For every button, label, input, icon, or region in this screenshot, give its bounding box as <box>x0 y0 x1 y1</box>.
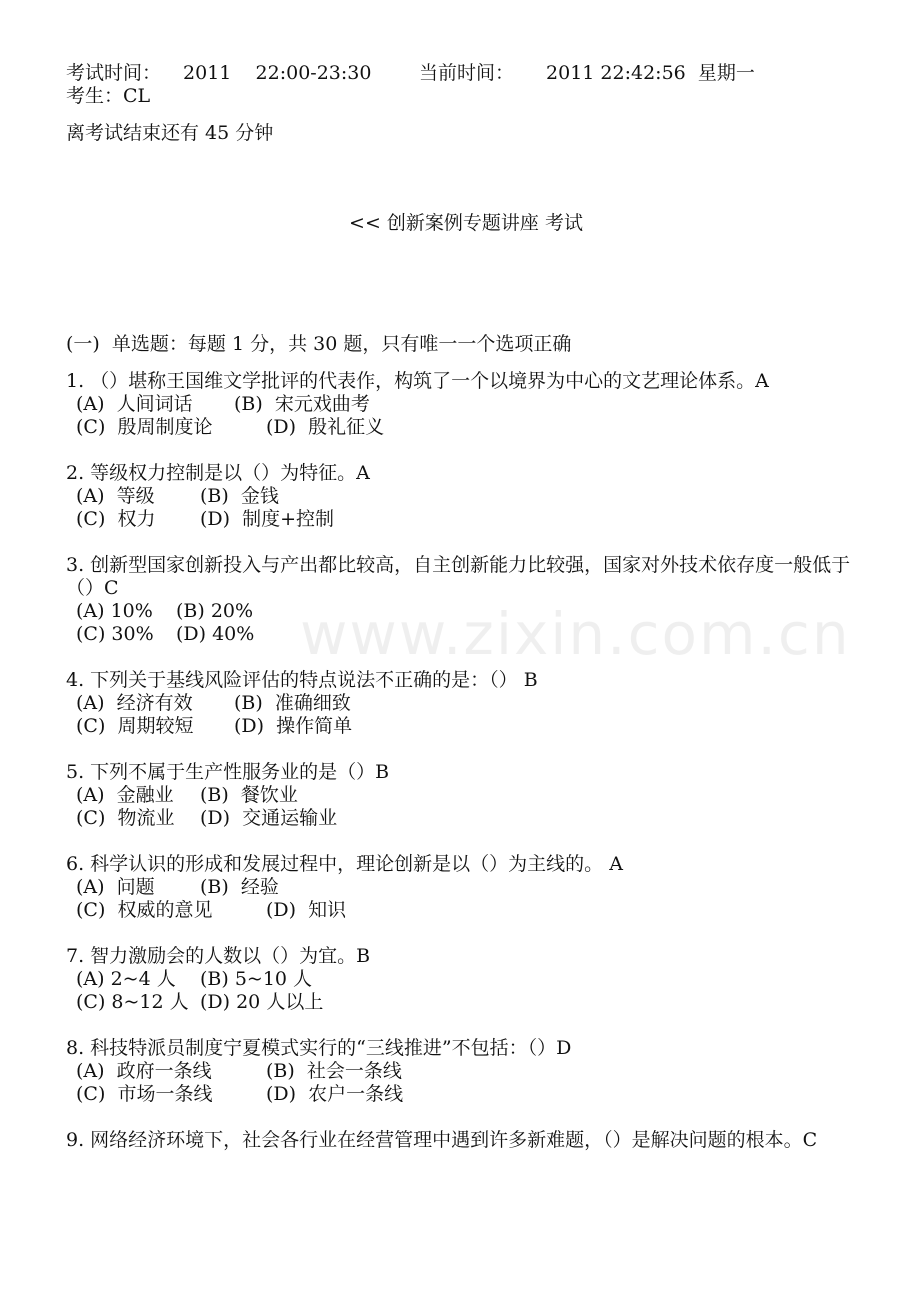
option-row <box>66 968 866 991</box>
option-a: (A) 金融业 <box>76 784 174 806</box>
question-stem: 1. （）堪称王国维文学批评的代表作，构筑了一个以境界为中心的文艺理论体系。A <box>66 370 769 392</box>
option-b: (B) 经验 <box>200 876 279 898</box>
question-6 <box>66 853 866 922</box>
watermark: www.zixin.com.cn <box>300 600 851 668</box>
section-heading: (一) 单选题：每题 1 分，共 30 题，只有唯一一个选项正确 <box>66 333 572 355</box>
remaining-time: 离考试结束还有 45 分钟 <box>66 122 274 144</box>
option-row <box>66 600 866 623</box>
option-c: (C) 30% <box>76 623 154 645</box>
option-c: (C) 市场一条线 <box>76 1083 213 1105</box>
option-a: (A) 人间词话 <box>76 393 193 415</box>
option-row <box>66 1083 866 1106</box>
question-stem: 4. 下列关于基线风险评估的特点说法不正确的是：（） B <box>66 669 538 691</box>
current-time-value: 2011 22:42:56 星期一 <box>546 62 755 84</box>
option-c: (C) 物流业 <box>76 807 175 829</box>
option-a: (A) 问题 <box>76 876 155 898</box>
option-a: (A) 经济有效 <box>76 692 193 714</box>
option-row <box>66 508 866 531</box>
exam-title: << 创新案例专题讲座 考试 <box>349 212 583 234</box>
question-4 <box>66 669 866 738</box>
option-a: (A) 2~4 人 <box>76 968 176 990</box>
question-1 <box>66 370 866 439</box>
option-c: (C) 权力 <box>76 508 156 530</box>
option-d: (D) 知识 <box>266 899 347 921</box>
option-b: (B) 金钱 <box>200 485 279 507</box>
option-c: (C) 权威的意见 <box>76 899 213 921</box>
question-stem: 7. 智力激励会的人数以（）为宜。B <box>66 945 371 967</box>
question-7 <box>66 945 866 1014</box>
option-row <box>66 393 866 416</box>
option-d: (D) 制度+控制 <box>200 508 335 530</box>
option-b: (B) 宋元戏曲考 <box>234 393 370 415</box>
option-d: (D) 40% <box>176 623 255 645</box>
option-d: (D) 交通运输业 <box>200 807 338 829</box>
option-row <box>66 784 866 807</box>
question-8 <box>66 1037 866 1106</box>
question-stem: 2. 等级权力控制是以（）为特征。A <box>66 462 370 484</box>
option-a: (A) 10% <box>76 600 153 622</box>
option-b: (B) 准确细致 <box>234 692 351 714</box>
option-row <box>66 623 866 646</box>
option-a: (A) 政府一条线 <box>76 1060 212 1082</box>
option-d: (D) 操作简单 <box>234 715 353 737</box>
option-row <box>66 991 866 1014</box>
option-row <box>66 899 866 922</box>
question-stem: 8. 科技特派员制度宁夏模式实行的“三线推进”不包括：（）D <box>66 1037 572 1059</box>
option-c: (C) 殷周制度论 <box>76 416 213 438</box>
question-stem: 9. 网络经济环境下，社会各行业在经营管理中遇到许多新难题，（）是解决问题的根本。C <box>66 1129 818 1151</box>
question-5 <box>66 761 866 830</box>
option-d: (D) 20 人以上 <box>200 991 324 1013</box>
question-stem: 6. 科学认识的形成和发展过程中，理论创新是以（）为主线的。 A <box>66 853 623 875</box>
option-row <box>66 876 866 899</box>
current-time-label: 当前时间： <box>419 62 515 84</box>
option-a: (A) 等级 <box>76 485 155 507</box>
option-row <box>66 485 866 508</box>
option-c: (C) 周期较短 <box>76 715 194 737</box>
question-9 <box>66 1129 866 1152</box>
option-d: (D) 殷礼征义 <box>266 416 385 438</box>
exam-time-value: 2011 22:00-23:30 <box>183 62 372 84</box>
option-b: (B) 社会一条线 <box>266 1060 402 1082</box>
question-stem: 3. 创新型国家创新投入与产出都比较高，自主创新能力比较强，国家对外技术依存度一般低于（）C <box>66 554 851 599</box>
question-2 <box>66 462 866 531</box>
option-b: (B) 20% <box>176 600 254 622</box>
exam-document <box>66 62 866 1175</box>
question-3 <box>66 554 866 646</box>
option-row <box>66 692 866 715</box>
option-b: (B) 5~10 人 <box>200 968 313 990</box>
exam-time-label: 考试时间： <box>66 62 162 84</box>
student-line: 考生：CL <box>66 85 151 107</box>
option-row <box>66 416 866 439</box>
option-row <box>66 715 866 738</box>
option-c: (C) 8~12 人 <box>76 991 189 1013</box>
option-row <box>66 1060 866 1083</box>
question-stem: 5. 下列不属于生产性服务业的是（）B <box>66 761 390 783</box>
option-b: (B) 餐饮业 <box>200 784 298 806</box>
option-row <box>66 807 866 830</box>
time-line <box>66 62 866 85</box>
option-d: (D) 农户一条线 <box>266 1083 404 1105</box>
